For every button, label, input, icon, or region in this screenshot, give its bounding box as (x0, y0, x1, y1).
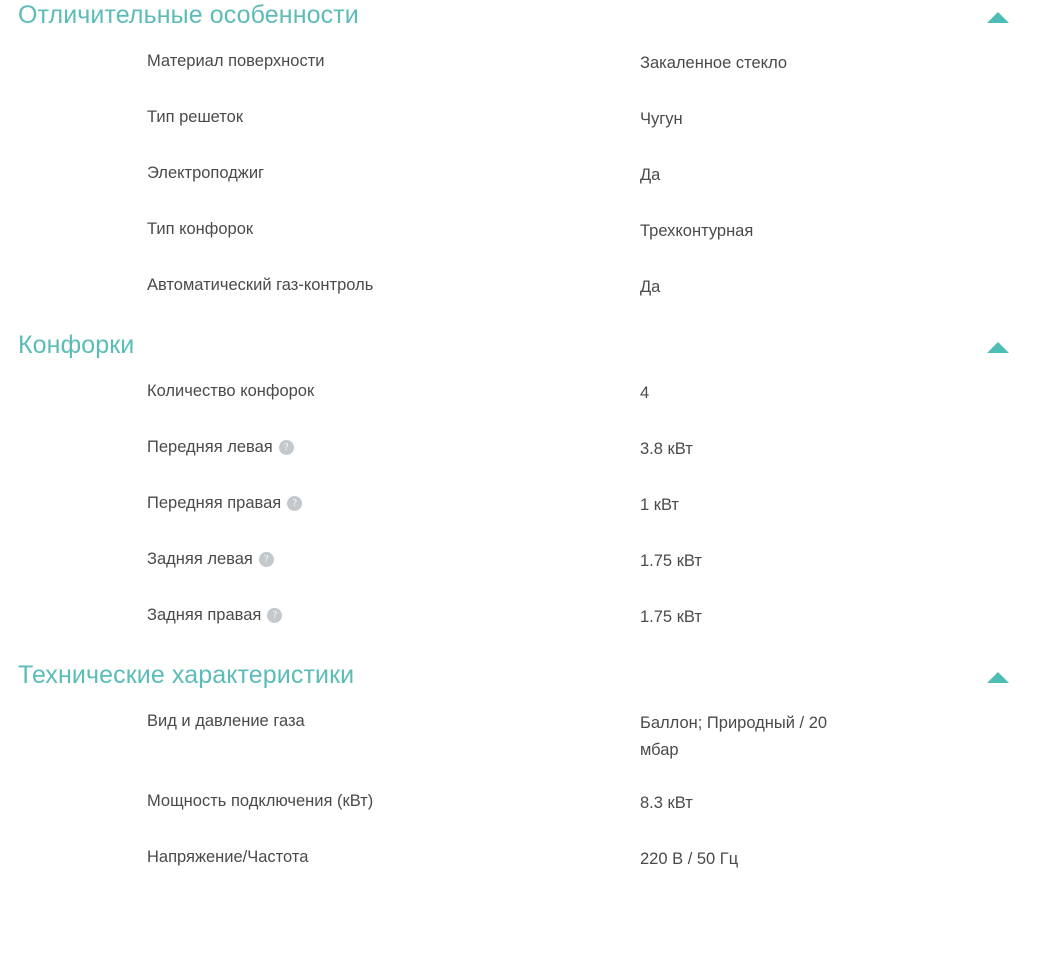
spec-label (0, 106, 640, 128)
table-row (0, 492, 1039, 522)
table-row (0, 162, 1039, 192)
table-row (0, 710, 1039, 764)
spec-value: 8.3 кВт (640, 794, 693, 812)
spec-label-text: Автоматический газ-контроль (147, 276, 374, 294)
spec-label-text: Мощность подключения (кВт) (147, 792, 374, 810)
help-icon[interactable]: ? (259, 552, 274, 567)
table-row (0, 106, 1039, 136)
spec-label-text: Материал поверхности (147, 52, 325, 70)
section-header-technical[interactable] (0, 660, 1039, 690)
spec-label (0, 274, 640, 296)
spec-value: 3.8 кВт (640, 440, 693, 458)
spec-label-text: Напряжение/Частота (147, 848, 309, 866)
spec-value: Трехконтурная (640, 222, 754, 240)
spec-label-text: Тип решеток (147, 108, 244, 126)
spec-section-technical (0, 660, 1039, 876)
spec-rows-technical (0, 690, 1039, 876)
spec-label (0, 548, 640, 570)
spec-label (0, 218, 640, 240)
spec-value: Чугун (640, 110, 683, 128)
section-title-burners: Конфорки (18, 331, 135, 359)
spec-label (0, 492, 640, 514)
spec-value: 1.75 кВт (640, 552, 702, 570)
spec-rows-features (0, 30, 1039, 304)
table-row (0, 218, 1039, 248)
section-title-features: Отличительные особенности (18, 1, 359, 29)
spec-section-burners (0, 330, 1039, 634)
spec-label (0, 710, 640, 732)
caret-up-icon[interactable] (987, 8, 1009, 30)
table-row (0, 274, 1039, 304)
spec-label-text: Количество конфорок (147, 382, 315, 400)
spec-value: 220 В / 50 Гц (640, 850, 739, 868)
help-icon[interactable]: ? (279, 440, 294, 455)
spec-label (0, 162, 640, 184)
table-row (0, 790, 1039, 820)
spec-value: Закаленное стекло (640, 54, 788, 72)
spec-value: 1.75 кВт (640, 608, 702, 626)
spec-label (0, 604, 640, 626)
caret-up-icon[interactable] (987, 338, 1009, 360)
spec-label-text: Тип конфорок (147, 220, 254, 238)
table-row (0, 50, 1039, 80)
table-row (0, 846, 1039, 876)
table-row (0, 436, 1039, 466)
table-row (0, 548, 1039, 578)
spec-label-text: Задняя правая (147, 606, 262, 624)
spec-value: 4 (640, 384, 650, 402)
spec-label (0, 436, 640, 458)
spec-value: Да (640, 278, 661, 296)
spec-section-features (0, 0, 1039, 304)
section-header-burners[interactable] (0, 330, 1039, 360)
spec-value: Баллон; Природный / 20 мбар (640, 714, 828, 759)
spec-label (0, 846, 640, 868)
table-row (0, 604, 1039, 634)
spec-label-text: Передняя правая (147, 494, 282, 512)
spec-value: 1 кВт (640, 496, 679, 514)
spec-label-text: Электроподжиг (147, 164, 265, 182)
spec-label (0, 50, 640, 72)
table-row (0, 380, 1039, 410)
help-icon[interactable]: ? (267, 608, 282, 623)
spec-label-text: Передняя левая (147, 438, 273, 456)
section-title-technical: Технические характеристики (18, 661, 355, 689)
spec-value: Да (640, 166, 661, 184)
spec-rows-burners (0, 360, 1039, 634)
help-icon[interactable]: ? (287, 496, 302, 511)
section-header-features[interactable] (0, 0, 1039, 30)
spec-label-text: Вид и давление газа (147, 712, 305, 730)
caret-up-icon[interactable] (987, 668, 1009, 690)
spec-label-text: Задняя левая (147, 550, 253, 568)
spec-label (0, 790, 640, 812)
spec-label (0, 380, 640, 402)
